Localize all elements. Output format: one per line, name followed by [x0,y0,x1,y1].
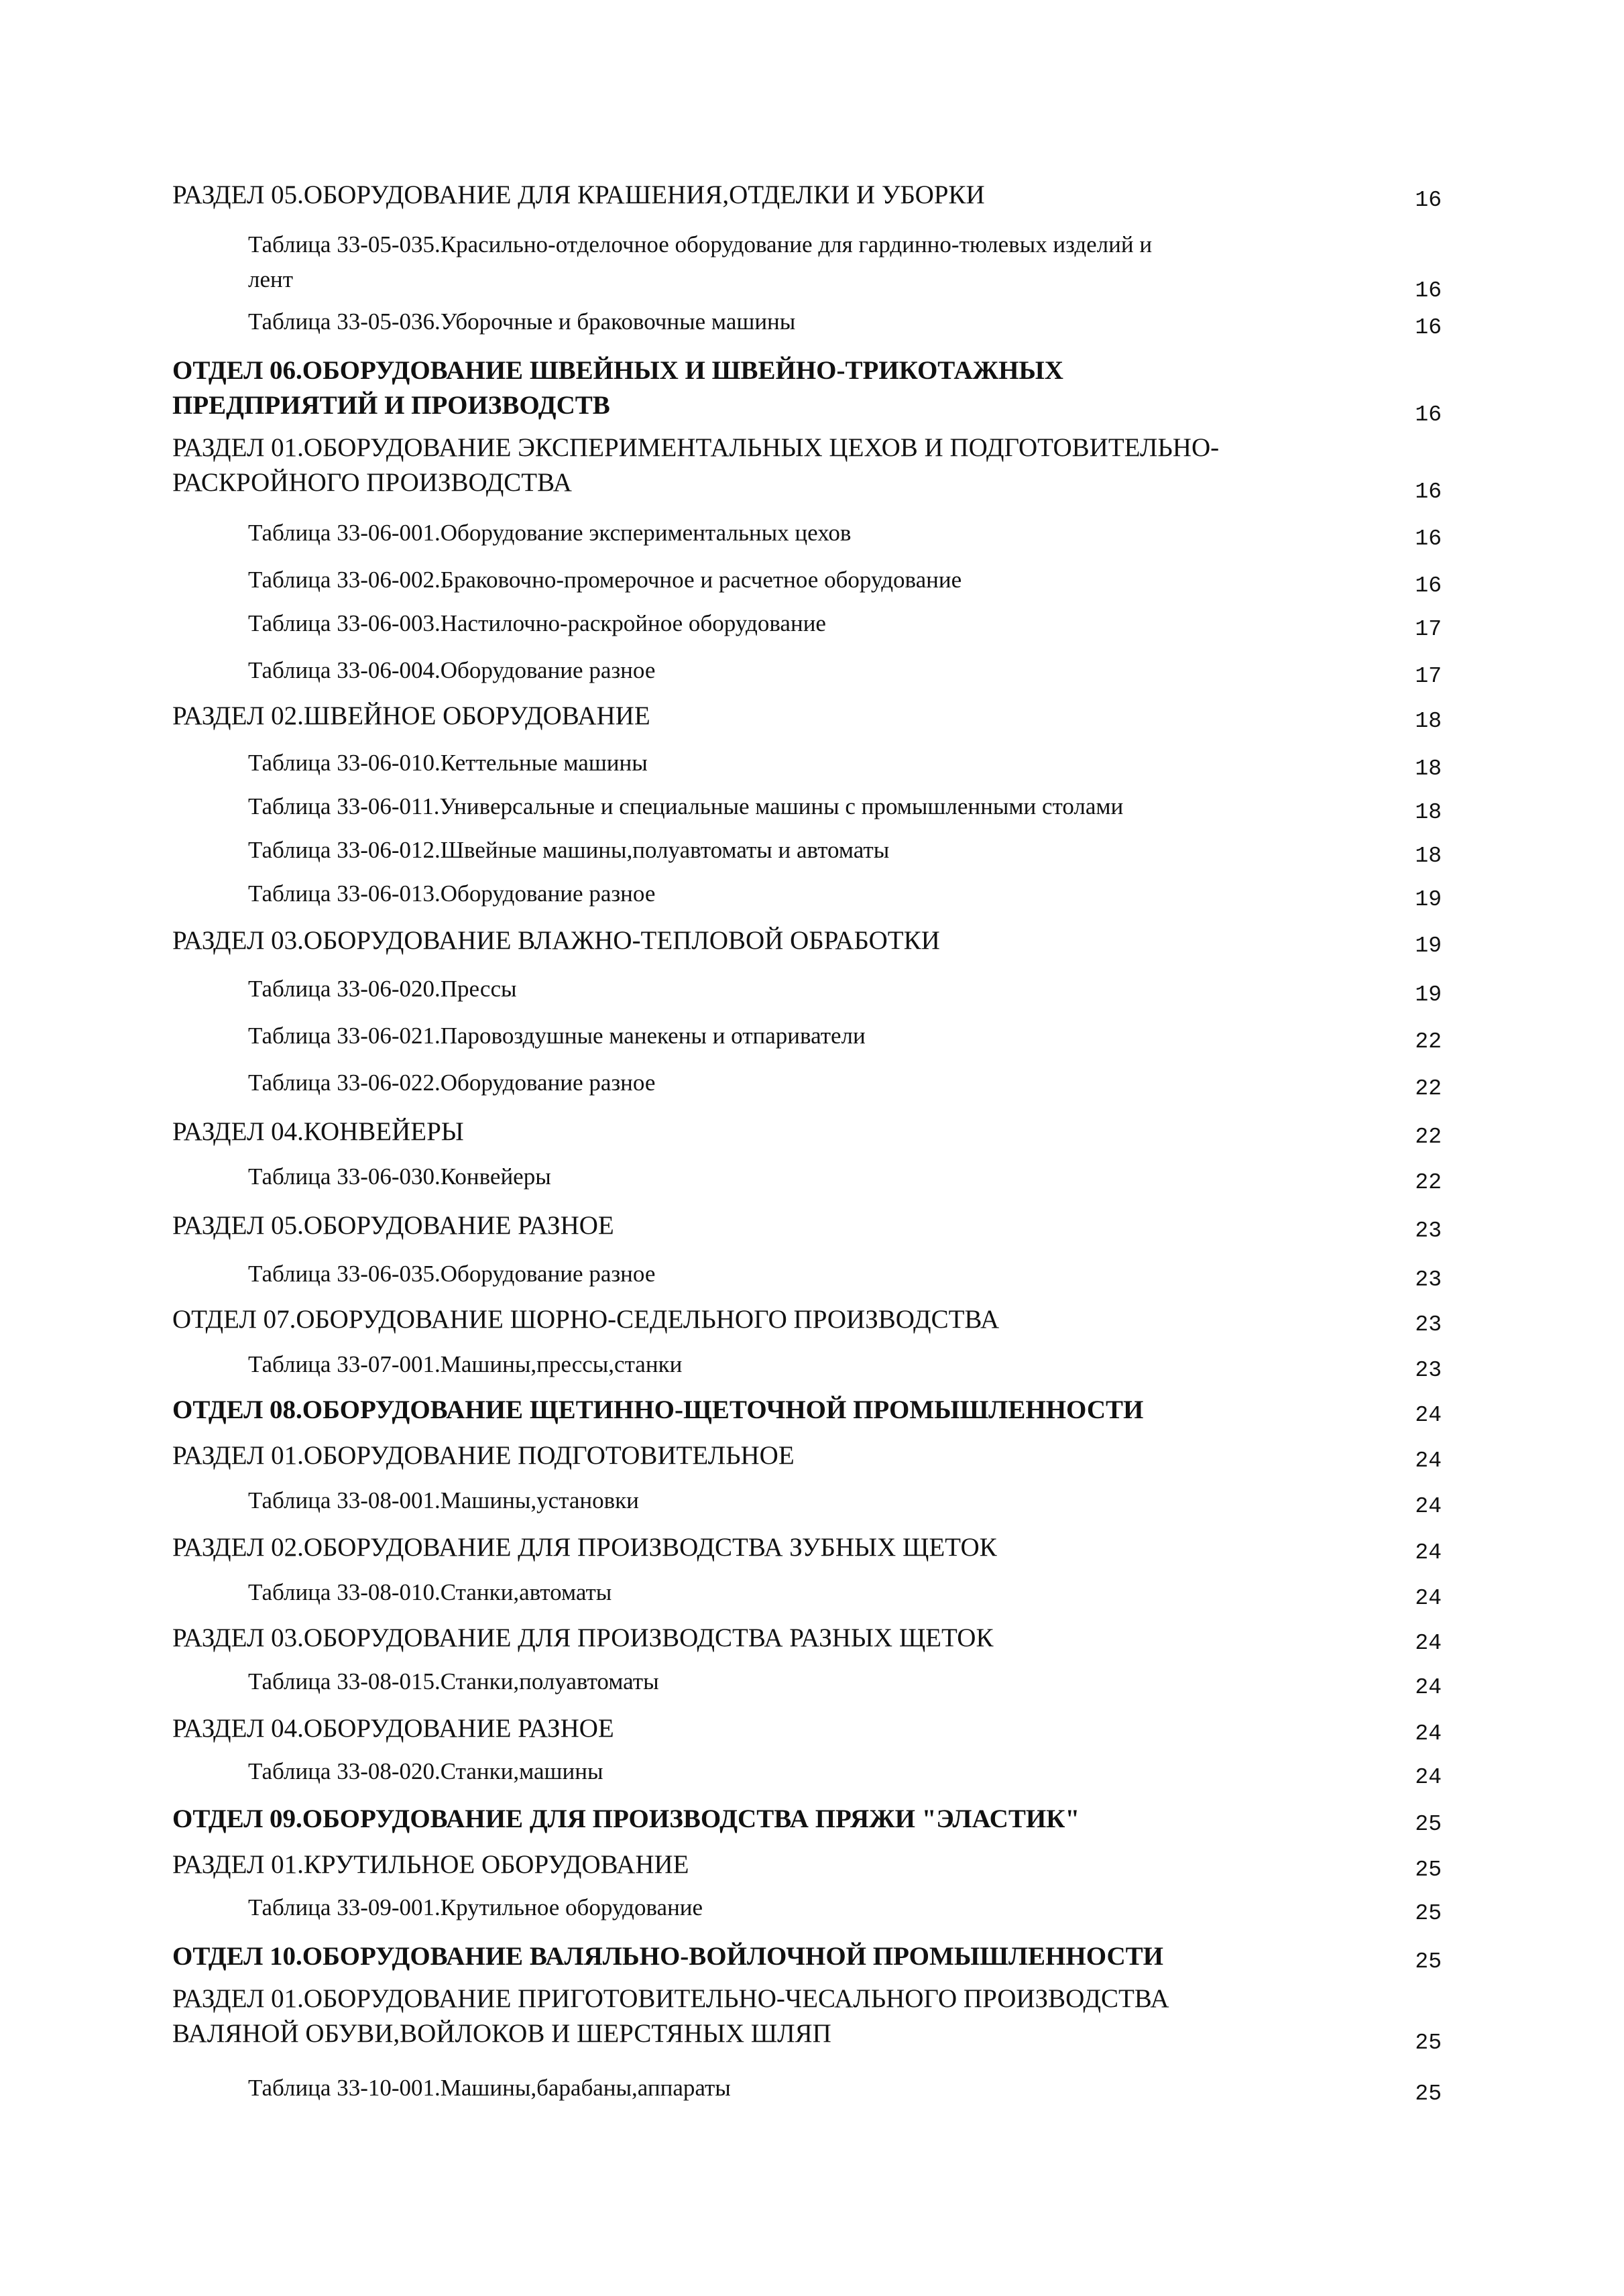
page-number: 16 [1415,573,1442,598]
entry-title: РАЗДЕЛ 01.ОБОРУДОВАНИЕ ЭКСПЕРИМЕНТАЛЬНЫХ ЦЕХОВ И ПОДГОТОВИТЕЛЬНО- [172,433,1220,462]
page-number: 25 [1415,1901,1442,1926]
entry-title: Таблица 33-06-001.Оборудование экспериментальных цехов [248,520,852,546]
page-number: 22 [1415,1170,1442,1195]
entry-title: Таблица 33-08-015.Станки,полуавтоматы [248,1668,659,1695]
page-number: 22 [1415,1029,1442,1054]
entry-title: Таблица 33-08-001.Машины,установки [248,1487,639,1513]
entry-title: РАЗДЕЛ 02.ОБОРУДОВАНИЕ ДЛЯ ПРОИЗВОДСТВА ЗУБНЫХ ЩЕТОК [172,1533,997,1562]
entry-title: РАЗДЕЛ 05.ОБОРУДОВАНИЕ РАЗНОЕ [172,1211,614,1240]
page-number: 18 [1415,844,1442,868]
entry-title: Таблица 33-06-030.Конвейеры [248,1163,551,1190]
page-number: 19 [1415,982,1442,1007]
page-number: 16 [1415,188,1442,213]
entry-title-continuation: ПРЕДПРИЯТИЙ И ПРОИЗВОДСТВ [172,391,610,420]
entry-title: РАЗДЕЛ 03.ОБОРУДОВАНИЕ ВЛАЖНО-ТЕПЛОВОЙ ОБРАБОТКИ [172,926,940,955]
page-number: 23 [1415,1218,1442,1243]
entry-title: РАЗДЕЛ 05.ОБОРУДОВАНИЕ ДЛЯ КРАШЕНИЯ,ОТДЕЛКИ И УБОРКИ [172,180,985,209]
page-number: 24 [1415,1765,1442,1790]
page-number: 24 [1415,1540,1442,1565]
page-number: 17 [1415,617,1442,642]
entry-title: Таблица 33-07-001.Машины,прессы,станки [248,1351,683,1377]
entry-title: Таблица 33-08-020.Станки,машины [248,1758,603,1784]
entry-title: Таблица 33-06-021.Паровоздушные манекены и отпариватели [248,1023,866,1049]
page-number: 24 [1415,1631,1442,1656]
entry-title: РАЗДЕЛ 04.ОБОРУДОВАНИЕ РАЗНОЕ [172,1714,614,1743]
page-number: 18 [1415,709,1442,734]
entry-title: РАЗДЕЛ 04.КОНВЕЙЕРЫ [172,1117,464,1146]
entry-title: Таблица 33-06-010.Кеттельные машины [248,750,648,776]
entry-title: Таблица 33-06-002.Браковочно-промерочное и расчетное оборудование [248,567,962,593]
entry-title: ОТДЕЛ 08.ОБОРУДОВАНИЕ ЩЕТИННО-ЩЕТОЧНОЙ ПРОМЫШЛЕННОСТИ [172,1395,1144,1424]
page-number: 19 [1415,887,1442,912]
page-number: 19 [1415,933,1442,958]
page-number: 17 [1415,664,1442,689]
page-number: 24 [1415,1494,1442,1519]
entry-title-continuation: РАСКРОЙНОГО ПРОИЗВОДСТВА [172,468,572,497]
page-number: 23 [1415,1267,1442,1292]
page-number: 24 [1415,1403,1442,1428]
entry-title: РАЗДЕЛ 03.ОБОРУДОВАНИЕ ДЛЯ ПРОИЗВОДСТВА РАЗНЫХ ЩЕТОК [172,1623,994,1652]
entry-title-continuation: ВАЛЯНОЙ ОБУВИ,ВОЙЛОКОВ И ШЕРСТЯНЫХ ШЛЯП [172,2019,831,2048]
page-number: 24 [1415,1586,1442,1611]
page-number: 24 [1415,1675,1442,1700]
entry-title-continuation: лент [248,266,294,292]
entry-title: Таблица 33-06-013.Оборудование разное [248,880,656,907]
page-number: 16 [1415,278,1442,303]
page-number: 16 [1415,526,1442,551]
page-number: 23 [1415,1312,1442,1337]
page-number: 25 [1415,1812,1442,1837]
page-number: 25 [1415,1949,1442,1974]
page-number: 22 [1415,1076,1442,1101]
entry-title: Таблица 33-08-010.Станки,автоматы [248,1579,612,1605]
entry-title: Таблица 33-06-022.Оборудование разное [248,1070,656,1096]
page-number: 18 [1415,756,1442,781]
page-number: 25 [1415,2030,1442,2055]
page-number: 16 [1415,315,1442,340]
entry-title: Таблица 33-09-001.Крутильное оборудование [248,1894,703,1920]
entry-title: Таблица 33-05-035.Красильно-отделочное оборудование для гардинно-тюлевых изделий и [248,231,1153,257]
entry-title: Таблица 33-06-035.Оборудование разное [248,1261,656,1287]
entry-title: РАЗДЕЛ 02.ШВЕЙНОЕ ОБОРУДОВАНИЕ [172,701,650,730]
entry-title: ОТДЕЛ 07.ОБОРУДОВАНИЕ ШОРНО-СЕДЕЛЬНОГО ПРОИЗВОДСТВА [172,1305,1000,1334]
entry-title: Таблица 33-06-011.Универсальные и специальные машины с промышленными столами [248,793,1124,819]
entry-title: Таблица 33-06-003.Настилочно-раскройное оборудование [248,610,826,636]
entry-title: ОТДЕЛ 09.ОБОРУДОВАНИЕ ДЛЯ ПРОИЗВОДСТВА ПРЯЖИ "ЭЛАСТИК" [172,1804,1080,1833]
page-number: 22 [1415,1125,1442,1149]
page-number: 25 [1415,1857,1442,1882]
entry-title: Таблица 33-06-004.Оборудование разное [248,657,656,683]
entry-title: Таблица 33-10-001.Машины,барабаны,аппараты [248,2075,731,2101]
entry-title: РАЗДЕЛ 01.ОБОРУДОВАНИЕ ПОДГОТОВИТЕЛЬНОЕ [172,1441,795,1470]
page-number: 18 [1415,800,1442,825]
page-number: 24 [1415,1721,1442,1746]
page-number: 16 [1415,402,1442,427]
entry-title: Таблица 33-05-036.Уборочные и браковочные машины [248,308,796,335]
entry-title: ОТДЕЛ 10.ОБОРУДОВАНИЕ ВАЛЯЛЬНО-ВОЙЛОЧНОЙ ПРОМЫШЛЕННОСТИ [172,1942,1164,1971]
entry-title: РАЗДЕЛ 01.ОБОРУДОВАНИЕ ПРИГОТОВИТЕЛЬНО-ЧЕСАЛЬНОГО ПРОИЗВОДСТВА [172,1984,1169,2013]
entry-title: Таблица 33-06-020.Прессы [248,976,517,1002]
entry-title: РАЗДЕЛ 01.КРУТИЛЬНОЕ ОБОРУДОВАНИЕ [172,1850,689,1879]
entry-title: ОТДЕЛ 06.ОБОРУДОВАНИЕ ШВЕЙНЫХ И ШВЕЙНО-ТРИКОТАЖНЫХ [172,356,1063,385]
page-number: 25 [1415,2081,1442,2106]
page-number: 23 [1415,1358,1442,1383]
entry-title: Таблица 33-06-012.Швейные машины,полуавтоматы и автоматы [248,837,890,863]
page-number: 16 [1415,479,1442,504]
page-number: 24 [1415,1448,1442,1473]
